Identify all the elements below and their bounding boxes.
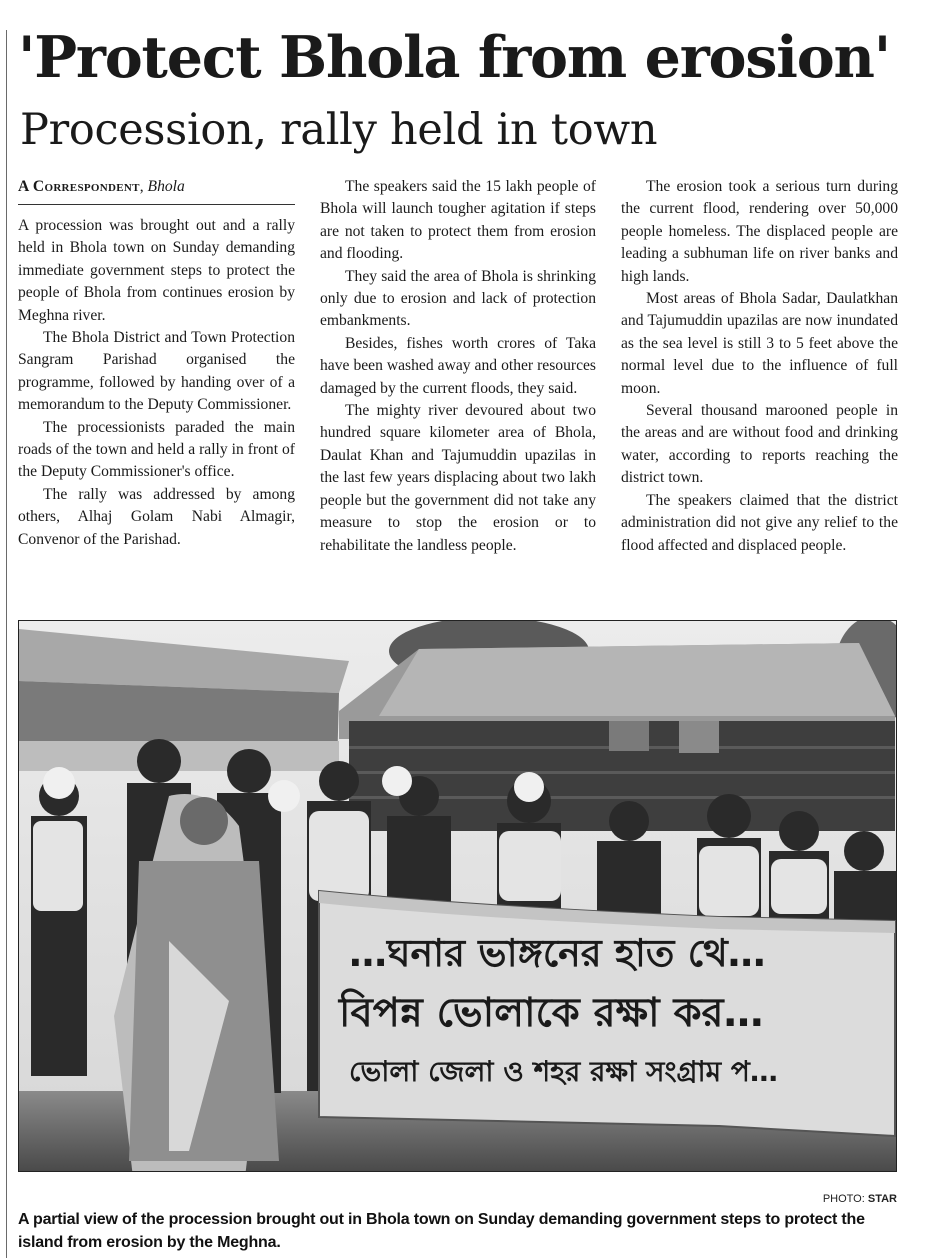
paragraph: Several thousand marooned people in the areas and are without food and drinking water, according to reports reaching the district town. <box>621 402 898 487</box>
byline-separator: , <box>139 178 148 195</box>
subheadline: Procession, rally held in town <box>20 105 658 155</box>
byline-place: Bhola <box>147 178 185 195</box>
procession-photo-illustration <box>19 621 896 1171</box>
paragraph: Most areas of Bhola Sadar, Daulatkhan and Tajumuddin upazilas are now inundated as the sea level is still 3 to 5 feet above the normal level due to the influence of full moon. <box>621 290 898 397</box>
photo-credit <box>620 1192 897 1206</box>
paragraph: They said the area of Bhola is shrinking only due to erosion and lack of protection embankments. <box>320 267 596 330</box>
headline: 'Protect Bhola from erosion' <box>18 24 890 91</box>
byline <box>18 176 295 205</box>
photo-credit-org: STAR <box>867 1193 897 1205</box>
banner-line-3: ভোলা জেলা ও শহর রক্ষা সংগ্রাম প… <box>349 1055 778 1088</box>
paragraph: Besides, fishes worth crores of Taka have been washed away and other resources damaged by the current floods, they said. <box>320 334 596 397</box>
paragraph: The processionists paraded the main roads of the town and held a rally in front of the Deputy Commissioner's office. <box>18 418 295 481</box>
left-column-rule <box>6 30 7 1258</box>
paragraph: The mighty river devoured about two hundred square kilometer area of Bhola, Daulat Khan and Tajumuddin upazilas in the last few years displacing about two lakh people but the government did not take any measure to stop the erosion or to rehabilitate the landless people. <box>320 402 596 554</box>
photo-caption: A partial view of the procession brought out in Bhola town on Sunday demanding government steps to protect the island from erosion by the Meghna. <box>18 1211 865 1251</box>
paragraph: The speakers claimed that the district administration did not give any relief to the flood affected and displaced people. <box>621 491 898 554</box>
banner-line-1: …ঘনার ভাঙ্গনের হাত থে… <box>349 931 766 975</box>
paragraph: The Bhola District and Town Protection Sangram Parishad organised the programme, followed by handing over of a memorandum to the Deputy Commissioner. <box>18 329 295 414</box>
byline-correspondent: A Correspondent <box>18 178 140 195</box>
photo-credit-label: PHOTO: <box>822 1193 868 1205</box>
paragraph: The speakers said the 15 lakh people of Bhola will launch tougher agitation if steps are not taken to protect them from erosion and flooding. <box>320 178 596 263</box>
banner-line-2: বিপন্ন ভোলাকে রক্ষা কর… <box>339 990 764 1036</box>
protest-banner <box>319 891 895 1136</box>
procession-photo <box>18 620 897 1172</box>
paragraph: The erosion took a serious turn during the current flood, rendering over 50,000 people homeless. The displaced people are leading a subhuman life on river banks and high lands. <box>621 178 898 285</box>
article-column-1 <box>18 176 295 551</box>
paragraph: The rally was addressed by among others, Alhaj Golam Nabi Almagir, Convenor of the Parishad. <box>18 485 295 548</box>
paragraph: A procession was brought out and a rally held in Bhola town on Sunday demanding immediate government steps to protect the people of Bhola from continues erosion by Meghna river. <box>18 217 295 324</box>
article-column-3 <box>621 176 898 557</box>
article-column-2 <box>320 176 596 557</box>
